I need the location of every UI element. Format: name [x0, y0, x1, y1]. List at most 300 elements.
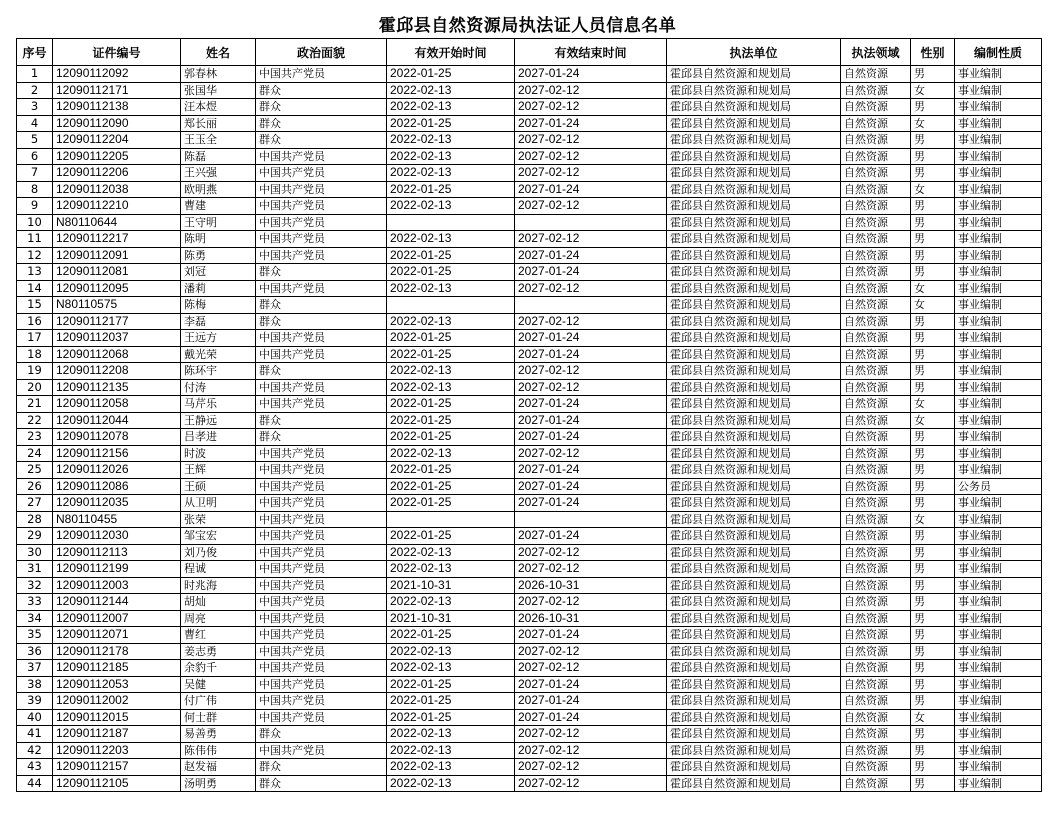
- cell-cert-no: 12090112058: [53, 396, 181, 413]
- cell-seq: 44: [17, 775, 53, 792]
- cell-seq: 32: [17, 577, 53, 594]
- cell-unit: 霍邱县自然资源和规划局: [667, 264, 841, 281]
- cell-staffing-type: 事业编制: [955, 693, 1042, 710]
- cell-staffing-type: 事业编制: [955, 346, 1042, 363]
- cell-seq: 35: [17, 627, 53, 644]
- table-row: [17, 412, 1042, 429]
- cell-unit: 霍邱县自然资源和规划局: [667, 280, 841, 297]
- cell-staffing-type: 事业编制: [955, 594, 1042, 611]
- cell-cert-no: 12090112156: [53, 445, 181, 462]
- cell-name: 程诚: [181, 561, 256, 578]
- table-row: [17, 82, 1042, 99]
- cell-name: 陈梅: [181, 297, 256, 314]
- table-row: [17, 577, 1042, 594]
- cell-gender: 男: [911, 165, 955, 182]
- table-row: [17, 115, 1042, 132]
- cell-end-date: 2027-02-12: [515, 82, 667, 99]
- cell-unit: 霍邱县自然资源和规划局: [667, 511, 841, 528]
- cell-seq: 27: [17, 495, 53, 512]
- cell-name: 吴健: [181, 676, 256, 693]
- cell-seq: 5: [17, 132, 53, 149]
- cell-name: 刘乃俊: [181, 544, 256, 561]
- cell-staffing-type: 事业编制: [955, 264, 1042, 281]
- cell-field: 自然资源: [841, 429, 911, 446]
- cell-field: 自然资源: [841, 181, 911, 198]
- table-row: [17, 66, 1042, 83]
- cell-gender: 男: [911, 313, 955, 330]
- cell-political-status: 群众: [256, 363, 387, 380]
- cell-cert-no: 12090112081: [53, 264, 181, 281]
- cell-cert-no: 12090112037: [53, 330, 181, 347]
- cell-end-date: 2027-02-12: [515, 775, 667, 792]
- cell-name: 王兴强: [181, 165, 256, 182]
- cell-unit: 霍邱县自然资源和规划局: [667, 528, 841, 545]
- column-header-unit: 执法单位: [667, 39, 841, 66]
- cell-staffing-type: 事业编制: [955, 165, 1042, 182]
- cell-cert-no: 12090112044: [53, 412, 181, 429]
- cell-seq: 33: [17, 594, 53, 611]
- cell-end-date: 2027-02-12: [515, 594, 667, 611]
- cell-end-date: 2027-01-24: [515, 693, 667, 710]
- table-row: [17, 561, 1042, 578]
- cell-staffing-type: 事业编制: [955, 577, 1042, 594]
- cell-seq: 36: [17, 643, 53, 660]
- cell-political-status: 中国共产党员: [256, 181, 387, 198]
- cell-political-status: 群众: [256, 99, 387, 116]
- cell-cert-no: 12090112208: [53, 363, 181, 380]
- table-row: [17, 775, 1042, 792]
- table-row: [17, 198, 1042, 215]
- cell-end-date: 2027-02-12: [515, 742, 667, 759]
- cell-cert-no: 12090112144: [53, 594, 181, 611]
- cell-unit: 霍邱县自然资源和规划局: [667, 297, 841, 314]
- cell-field: 自然资源: [841, 280, 911, 297]
- cell-seq: 28: [17, 511, 53, 528]
- cell-gender: 男: [911, 577, 955, 594]
- cell-field: 自然资源: [841, 676, 911, 693]
- cell-end-date: 2027-01-24: [515, 264, 667, 281]
- cell-political-status: 群众: [256, 759, 387, 776]
- cell-political-status: 中国共产党员: [256, 495, 387, 512]
- cell-cert-no: 12090112210: [53, 198, 181, 215]
- cell-end-date: 2027-01-24: [515, 709, 667, 726]
- cell-seq: 29: [17, 528, 53, 545]
- cell-start-date: 2022-02-13: [387, 643, 515, 660]
- cell-gender: 男: [911, 231, 955, 248]
- column-header-seq: 序号: [17, 39, 53, 66]
- cell-seq: 17: [17, 330, 53, 347]
- cell-unit: 霍邱县自然资源和规划局: [667, 198, 841, 215]
- cell-staffing-type: 事业编制: [955, 412, 1042, 429]
- table-row: [17, 478, 1042, 495]
- cell-start-date: 2022-01-25: [387, 66, 515, 83]
- cell-gender: 女: [911, 115, 955, 132]
- cell-staffing-type: 事业编制: [955, 462, 1042, 479]
- cell-field: 自然资源: [841, 643, 911, 660]
- cell-field: 自然资源: [841, 610, 911, 627]
- cell-start-date: 2021-10-31: [387, 577, 515, 594]
- cell-staffing-type: 事业编制: [955, 231, 1042, 248]
- cell-unit: 霍邱县自然资源和规划局: [667, 247, 841, 264]
- cell-name: 时兆海: [181, 577, 256, 594]
- cell-name: 王硕: [181, 478, 256, 495]
- cell-cert-no: 12090112002: [53, 693, 181, 710]
- cell-seq: 34: [17, 610, 53, 627]
- cell-unit: 霍邱县自然资源和规划局: [667, 561, 841, 578]
- cell-start-date: 2022-02-13: [387, 759, 515, 776]
- cell-end-date: 2027-02-12: [515, 280, 667, 297]
- cell-staffing-type: 事业编制: [955, 313, 1042, 330]
- cell-field: 自然资源: [841, 214, 911, 231]
- table-body: [17, 66, 1042, 792]
- cell-field: 自然资源: [841, 709, 911, 726]
- cell-gender: 男: [911, 627, 955, 644]
- cell-unit: 霍邱县自然资源和规划局: [667, 577, 841, 594]
- cell-gender: 男: [911, 264, 955, 281]
- cell-seq: 11: [17, 231, 53, 248]
- table-row: [17, 495, 1042, 512]
- column-header-cert-no: 证件编号: [53, 39, 181, 66]
- cell-gender: 男: [911, 198, 955, 215]
- table-row: [17, 627, 1042, 644]
- cell-name: 吕孝进: [181, 429, 256, 446]
- page-title: 霍邱县自然资源局执法证人员信息名单: [378, 16, 677, 36]
- cell-name: 付广伟: [181, 693, 256, 710]
- cell-start-date: 2022-01-25: [387, 627, 515, 644]
- cell-name: 从卫明: [181, 495, 256, 512]
- cell-name: 姜志勇: [181, 643, 256, 660]
- table-row: [17, 165, 1042, 182]
- cell-political-status: 中国共产党员: [256, 643, 387, 660]
- table-row: [17, 313, 1042, 330]
- table-row: [17, 214, 1042, 231]
- cell-political-status: 群众: [256, 115, 387, 132]
- cell-cert-no: 12090112206: [53, 165, 181, 182]
- cell-gender: 男: [911, 148, 955, 165]
- cell-start-date: 2022-01-25: [387, 528, 515, 545]
- cell-unit: 霍邱县自然资源和规划局: [667, 132, 841, 149]
- cell-end-date: 2027-01-24: [515, 478, 667, 495]
- table-row: [17, 181, 1042, 198]
- cell-cert-no: 12090112178: [53, 643, 181, 660]
- cell-unit: 霍邱县自然资源和规划局: [667, 165, 841, 182]
- cell-political-status: 群众: [256, 82, 387, 99]
- cell-political-status: 群众: [256, 313, 387, 330]
- cell-name: 王远方: [181, 330, 256, 347]
- cell-political-status: 中国共产党员: [256, 709, 387, 726]
- cell-gender: 男: [911, 544, 955, 561]
- cell-cert-no: 12090112003: [53, 577, 181, 594]
- cell-gender: 男: [911, 462, 955, 479]
- cell-unit: 霍邱县自然资源和规划局: [667, 412, 841, 429]
- cell-name: 郑长丽: [181, 115, 256, 132]
- cell-seq: 18: [17, 346, 53, 363]
- cell-end-date: 2027-02-12: [515, 561, 667, 578]
- table-row: [17, 429, 1042, 446]
- cell-unit: 霍邱县自然资源和规划局: [667, 726, 841, 743]
- cell-unit: 霍邱县自然资源和规划局: [667, 379, 841, 396]
- cell-cert-no: 12090112217: [53, 231, 181, 248]
- cell-end-date: 2027-02-12: [515, 313, 667, 330]
- cell-staffing-type: 事业编制: [955, 82, 1042, 99]
- cell-cert-no: 12090112199: [53, 561, 181, 578]
- cell-start-date: 2022-01-25: [387, 115, 515, 132]
- cell-gender: 男: [911, 66, 955, 83]
- cell-unit: 霍邱县自然资源和规划局: [667, 742, 841, 759]
- cell-seq: 13: [17, 264, 53, 281]
- cell-field: 自然资源: [841, 379, 911, 396]
- cell-unit: 霍邱县自然资源和规划局: [667, 445, 841, 462]
- cell-staffing-type: 事业编制: [955, 528, 1042, 545]
- cell-seq: 22: [17, 412, 53, 429]
- cell-cert-no: 12090112205: [53, 148, 181, 165]
- cell-end-date: 2027-01-24: [515, 412, 667, 429]
- cell-start-date: 2022-02-13: [387, 379, 515, 396]
- cell-name: 时波: [181, 445, 256, 462]
- cell-field: 自然资源: [841, 495, 911, 512]
- cell-field: 自然资源: [841, 132, 911, 149]
- table-row: [17, 676, 1042, 693]
- cell-gender: 男: [911, 561, 955, 578]
- cell-cert-no: 12090112095: [53, 280, 181, 297]
- column-header-end-date: 有效结束时间: [515, 39, 667, 66]
- cell-gender: 女: [911, 280, 955, 297]
- cell-seq: 4: [17, 115, 53, 132]
- cell-political-status: 群众: [256, 132, 387, 149]
- cell-name: 陈伟伟: [181, 742, 256, 759]
- cell-cert-no: 12090112086: [53, 478, 181, 495]
- cell-start-date: 2022-02-13: [387, 82, 515, 99]
- cell-cert-no: 12090112113: [53, 544, 181, 561]
- cell-cert-no: 12090112090: [53, 115, 181, 132]
- cell-end-date: 2027-01-24: [515, 181, 667, 198]
- cell-staffing-type: 事业编制: [955, 214, 1042, 231]
- cell-name: 王辉: [181, 462, 256, 479]
- cell-end-date: 2027-01-24: [515, 346, 667, 363]
- cell-name: 易善勇: [181, 726, 256, 743]
- cell-seq: 25: [17, 462, 53, 479]
- cell-staffing-type: 事业编制: [955, 429, 1042, 446]
- cell-field: 自然资源: [841, 66, 911, 83]
- cell-staffing-type: 事业编制: [955, 132, 1042, 149]
- cell-start-date: 2022-02-13: [387, 148, 515, 165]
- cell-seq: 12: [17, 247, 53, 264]
- cell-political-status: 中国共产党员: [256, 544, 387, 561]
- cell-field: 自然资源: [841, 396, 911, 413]
- cell-cert-no: 12090112053: [53, 676, 181, 693]
- cell-seq: 20: [17, 379, 53, 396]
- cell-field: 自然资源: [841, 231, 911, 248]
- cell-end-date: 2027-02-12: [515, 99, 667, 116]
- cell-cert-no: 12090112204: [53, 132, 181, 149]
- cell-political-status: 群众: [256, 412, 387, 429]
- cell-end-date: 2027-01-24: [515, 330, 667, 347]
- cell-unit: 霍邱县自然资源和规划局: [667, 231, 841, 248]
- cell-staffing-type: 事业编制: [955, 511, 1042, 528]
- cell-staffing-type: 事业编制: [955, 445, 1042, 462]
- cell-start-date: 2022-01-25: [387, 247, 515, 264]
- cell-gender: 男: [911, 99, 955, 116]
- cell-gender: 男: [911, 726, 955, 743]
- cell-name: 陈环宇: [181, 363, 256, 380]
- cell-gender: 女: [911, 412, 955, 429]
- cell-end-date: 2027-01-24: [515, 627, 667, 644]
- cell-political-status: 中国共产党员: [256, 610, 387, 627]
- cell-gender: 男: [911, 330, 955, 347]
- cell-start-date: 2022-02-13: [387, 165, 515, 182]
- cell-end-date: 2027-02-12: [515, 148, 667, 165]
- cell-gender: 男: [911, 643, 955, 660]
- cell-start-date: 2022-02-13: [387, 594, 515, 611]
- cell-staffing-type: 事业编制: [955, 99, 1042, 116]
- cell-end-date: 2027-01-24: [515, 462, 667, 479]
- cell-gender: 男: [911, 759, 955, 776]
- column-header-political-status: 政治面貌: [256, 39, 387, 66]
- cell-staffing-type: 事业编制: [955, 330, 1042, 347]
- cell-gender: 男: [911, 478, 955, 495]
- cell-name: 何士群: [181, 709, 256, 726]
- cell-political-status: 中国共产党员: [256, 198, 387, 215]
- cell-name: 胡灿: [181, 594, 256, 611]
- cell-end-date: 2027-02-12: [515, 726, 667, 743]
- cell-cert-no: 12090112138: [53, 99, 181, 116]
- cell-name: 潘莉: [181, 280, 256, 297]
- cell-name: 王守明: [181, 214, 256, 231]
- cell-start-date: 2022-02-13: [387, 544, 515, 561]
- cell-unit: 霍邱县自然资源和规划局: [667, 759, 841, 776]
- cell-name: 陈磊: [181, 148, 256, 165]
- cell-end-date: 2027-02-12: [515, 379, 667, 396]
- cell-start-date: 2022-02-13: [387, 231, 515, 248]
- column-header-field: 执法领域: [841, 39, 911, 66]
- table-row: [17, 379, 1042, 396]
- cell-cert-no: 12090112177: [53, 313, 181, 330]
- table-row: [17, 742, 1042, 759]
- cell-field: 自然资源: [841, 363, 911, 380]
- cell-field: 自然资源: [841, 561, 911, 578]
- cell-unit: 霍邱县自然资源和规划局: [667, 330, 841, 347]
- cell-cert-no: 12090112157: [53, 759, 181, 776]
- cell-end-date: 2027-02-12: [515, 198, 667, 215]
- cell-field: 自然资源: [841, 478, 911, 495]
- cell-political-status: 中国共产党员: [256, 660, 387, 677]
- cell-political-status: 群众: [256, 264, 387, 281]
- table-row: [17, 759, 1042, 776]
- cell-end-date: [515, 214, 667, 231]
- cell-start-date: 2022-02-13: [387, 775, 515, 792]
- cell-gender: 男: [911, 132, 955, 149]
- cell-cert-no: 12090112015: [53, 709, 181, 726]
- cell-field: 自然资源: [841, 528, 911, 545]
- cell-staffing-type: 事业编制: [955, 561, 1042, 578]
- cell-seq: 2: [17, 82, 53, 99]
- cell-field: 自然资源: [841, 726, 911, 743]
- cell-seq: 26: [17, 478, 53, 495]
- cell-unit: 霍邱县自然资源和规划局: [667, 313, 841, 330]
- cell-gender: 男: [911, 610, 955, 627]
- cell-cert-no: 12090112026: [53, 462, 181, 479]
- cell-political-status: 中国共产党员: [256, 511, 387, 528]
- cell-start-date: 2022-02-13: [387, 445, 515, 462]
- cell-start-date: 2022-01-25: [387, 693, 515, 710]
- cell-start-date: 2022-01-25: [387, 412, 515, 429]
- table-row: [17, 445, 1042, 462]
- cell-gender: 男: [911, 495, 955, 512]
- cell-name: 余豹千: [181, 660, 256, 677]
- cell-cert-no: 12090112092: [53, 66, 181, 83]
- cell-seq: 7: [17, 165, 53, 182]
- cell-staffing-type: 事业编制: [955, 627, 1042, 644]
- cell-staffing-type: 事业编制: [955, 676, 1042, 693]
- table-row: [17, 99, 1042, 116]
- cell-gender: 男: [911, 676, 955, 693]
- cell-name: 周亮: [181, 610, 256, 627]
- cell-start-date: 2022-02-13: [387, 363, 515, 380]
- cell-unit: 霍邱县自然资源和规划局: [667, 429, 841, 446]
- cell-start-date: 2022-01-25: [387, 495, 515, 512]
- cell-start-date: 2022-02-13: [387, 280, 515, 297]
- table-row: [17, 132, 1042, 149]
- cell-end-date: 2027-02-12: [515, 165, 667, 182]
- table-row: [17, 363, 1042, 380]
- cell-start-date: [387, 214, 515, 231]
- cell-gender: 男: [911, 379, 955, 396]
- cell-name: 付涛: [181, 379, 256, 396]
- cell-name: 王玉全: [181, 132, 256, 149]
- cell-start-date: 2022-02-13: [387, 742, 515, 759]
- cell-seq: 41: [17, 726, 53, 743]
- cell-gender: 男: [911, 660, 955, 677]
- cell-unit: 霍邱县自然资源和规划局: [667, 462, 841, 479]
- cell-staffing-type: 事业编制: [955, 297, 1042, 314]
- cell-gender: 女: [911, 396, 955, 413]
- cell-end-date: 2027-02-12: [515, 132, 667, 149]
- cell-political-status: 群众: [256, 775, 387, 792]
- cell-political-status: 中国共产党员: [256, 148, 387, 165]
- cell-unit: 霍邱县自然资源和规划局: [667, 495, 841, 512]
- cell-political-status: 中国共产党员: [256, 330, 387, 347]
- cell-name: 汪本煜: [181, 99, 256, 116]
- cell-unit: 霍邱县自然资源和规划局: [667, 346, 841, 363]
- cell-staffing-type: 事业编制: [955, 610, 1042, 627]
- cell-unit: 霍邱县自然资源和规划局: [667, 396, 841, 413]
- cell-start-date: 2022-02-13: [387, 99, 515, 116]
- cell-unit: 霍邱县自然资源和规划局: [667, 115, 841, 132]
- cell-unit: 霍邱县自然资源和规划局: [667, 82, 841, 99]
- cell-field: 自然资源: [841, 775, 911, 792]
- cell-political-status: 群众: [256, 429, 387, 446]
- cell-start-date: 2022-01-25: [387, 478, 515, 495]
- cell-start-date: 2022-01-25: [387, 264, 515, 281]
- table-header-row: [17, 39, 1042, 66]
- cell-gender: 男: [911, 775, 955, 792]
- cell-staffing-type: 事业编制: [955, 115, 1042, 132]
- cell-field: 自然资源: [841, 313, 911, 330]
- cell-gender: 男: [911, 363, 955, 380]
- cell-name: 曹红: [181, 627, 256, 644]
- cell-end-date: 2027-01-24: [515, 495, 667, 512]
- cell-end-date: 2027-01-24: [515, 247, 667, 264]
- cell-seq: 8: [17, 181, 53, 198]
- cell-political-status: 中国共产党员: [256, 676, 387, 693]
- cell-staffing-type: 事业编制: [955, 148, 1042, 165]
- cell-name: 欧明燕: [181, 181, 256, 198]
- cell-cert-no: 12090112068: [53, 346, 181, 363]
- personnel-table: [16, 38, 1042, 792]
- cell-gender: 男: [911, 214, 955, 231]
- cell-unit: 霍邱县自然资源和规划局: [667, 660, 841, 677]
- cell-seq: 30: [17, 544, 53, 561]
